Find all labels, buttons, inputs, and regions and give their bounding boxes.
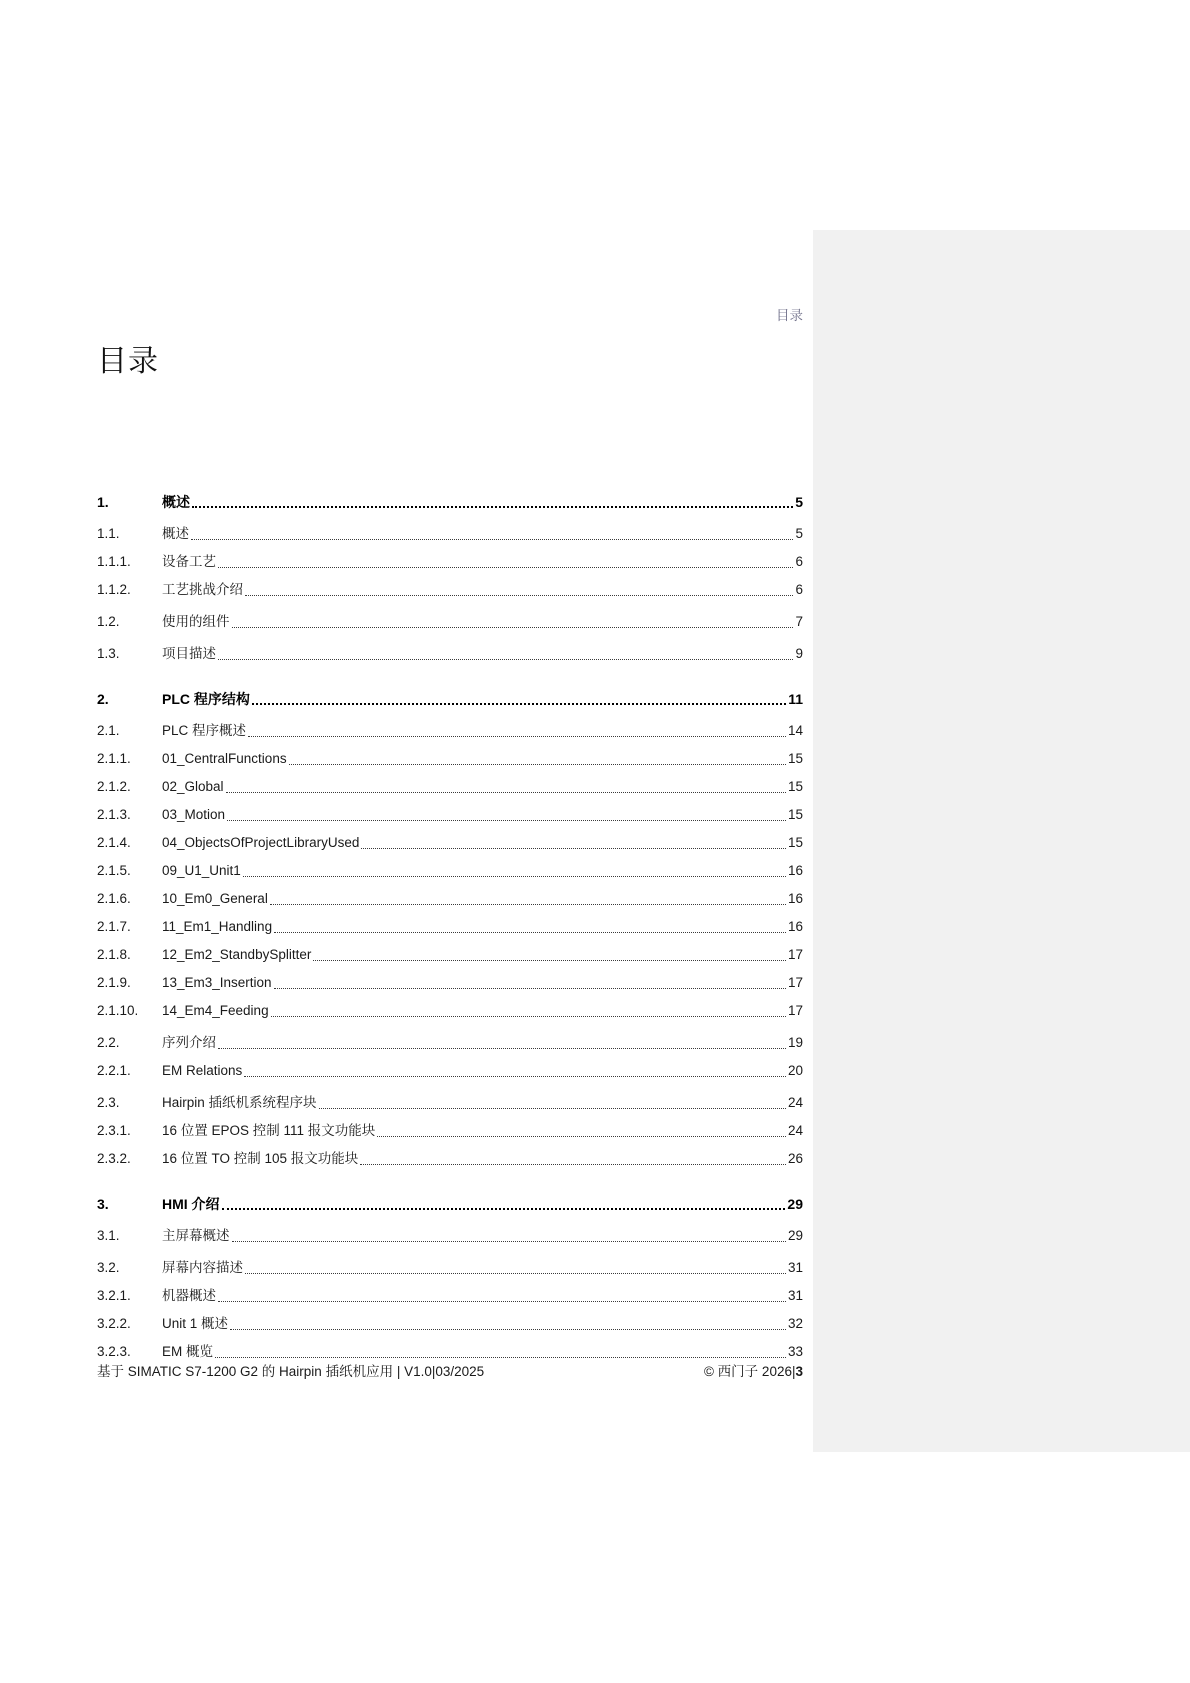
toc-entry-page: 15	[787, 751, 803, 766]
toc-entry-page: 33	[787, 1344, 803, 1359]
toc-entry-number: 2.1.	[97, 723, 120, 738]
toc-entry[interactable]	[97, 645, 803, 663]
toc-entry[interactable]	[97, 918, 803, 936]
toc-entry-number: 2.3.1.	[97, 1123, 131, 1138]
toc-entry-title: 10_Em0_General	[162, 891, 268, 906]
toc-entry[interactable]	[97, 581, 803, 599]
toc-entry-title: 16 位置 EPOS 控制 111 报文功能块	[162, 1123, 376, 1138]
footer-page-number: 3	[795, 1364, 803, 1379]
toc-leader-dots	[218, 1048, 786, 1049]
toc-entry-number: 1.1.1.	[97, 554, 131, 569]
toc-entry[interactable]	[97, 1195, 803, 1213]
toc-entry-page: 6	[795, 554, 803, 569]
toc-entry-title: 使用的组件	[162, 614, 230, 629]
toc-leader-dots	[244, 1076, 786, 1077]
toc-entry-page: 5	[795, 526, 803, 541]
toc-entry[interactable]	[97, 890, 803, 908]
toc-entry[interactable]	[97, 806, 803, 824]
toc-entry-title: 序列介绍	[162, 1035, 216, 1050]
toc-entry-title: EM Relations	[162, 1063, 243, 1078]
toc-entry[interactable]	[97, 613, 803, 631]
toc-leader-dots	[226, 792, 786, 793]
toc-entry-title: Hairpin 插纸机系统程序块	[162, 1095, 317, 1110]
toc-entry[interactable]	[97, 1315, 803, 1333]
toc-entry-title: 04_ObjectsOfProjectLibraryUsed	[162, 835, 360, 850]
toc-leader-dots	[361, 848, 786, 849]
toc-entry-page: 26	[787, 1151, 803, 1166]
toc-entry-title: 01_CentralFunctions	[162, 751, 287, 766]
toc-entry-page: 6	[795, 582, 803, 597]
toc-leader-dots	[243, 876, 786, 877]
toc-leader-dots	[319, 1108, 786, 1109]
toc-entry-page: 32	[787, 1316, 803, 1331]
toc-entry-page: 17	[787, 975, 803, 990]
toc-entry-number: 3.2.1.	[97, 1288, 131, 1303]
toc-entry-number: 2.1.3.	[97, 807, 131, 822]
toc-entry-title: 16 位置 TO 控制 105 报文功能块	[162, 1151, 359, 1166]
running-header-page-label: 目录	[776, 308, 803, 323]
toc-leader-dots	[191, 539, 793, 540]
toc-entry-title: HMI 介绍	[162, 1196, 220, 1212]
toc-entry-number: 3.	[97, 1196, 109, 1212]
toc-leader-dots	[289, 764, 786, 765]
toc-leader-dots	[271, 1016, 786, 1017]
toc-entry-number: 1.2.	[97, 614, 120, 629]
toc-entry-page: 20	[787, 1063, 803, 1078]
toc-entry-number: 2.1.5.	[97, 863, 131, 878]
toc-entry[interactable]	[97, 553, 803, 571]
toc-entry-page: 16	[787, 863, 803, 878]
toc-entry-number: 3.2.2.	[97, 1316, 131, 1331]
footer-document-info: 基于 SIMATIC S7-1200 G2 的 Hairpin 插纸机应用 | V1.0|03/2025	[97, 1364, 485, 1379]
toc-entry-title: 主屏幕概述	[162, 1228, 230, 1243]
toc-entry[interactable]	[97, 722, 803, 740]
toc-entry[interactable]	[97, 1094, 803, 1112]
footer-copyright	[704, 1363, 803, 1381]
toc-entry-page: 16	[787, 891, 803, 906]
toc-entry[interactable]	[97, 690, 803, 708]
toc-entry-title: 03_Motion	[162, 807, 226, 822]
toc-entry-page: 29	[787, 1196, 803, 1212]
toc-entry-number: 2.1.9.	[97, 975, 131, 990]
toc-entry-title: Unit 1 概述	[162, 1316, 229, 1331]
toc-leader-dots	[313, 960, 786, 961]
toc-entry-number: 2.	[97, 691, 109, 707]
toc-entry-number: 2.1.4.	[97, 835, 131, 850]
toc-entry-page: 9	[795, 646, 803, 661]
toc-entry[interactable]	[97, 1287, 803, 1305]
toc-leader-dots	[377, 1136, 786, 1137]
toc-entry[interactable]	[97, 525, 803, 543]
toc-entry-page: 24	[787, 1123, 803, 1138]
toc-entry-number: 2.1.6.	[97, 891, 131, 906]
toc-entry-page: 31	[787, 1288, 803, 1303]
toc-entry-page: 29	[787, 1228, 803, 1243]
toc-entry-number: 1.1.2.	[97, 582, 131, 597]
toc-entry-page: 16	[787, 919, 803, 934]
toc-entry[interactable]	[97, 946, 803, 964]
toc-entry-title: 02_Global	[162, 779, 224, 794]
toc-leader-dots	[218, 1301, 786, 1302]
toc-entry[interactable]	[97, 1227, 803, 1245]
toc-entry-number: 1.	[97, 494, 109, 510]
toc-entry[interactable]	[97, 1062, 803, 1080]
toc-entry-number: 1.3.	[97, 646, 120, 661]
toc-entry-title: 概述	[162, 526, 189, 541]
toc-entry-number: 3.1.	[97, 1228, 120, 1243]
toc-entry[interactable]	[97, 1150, 803, 1168]
toc-leader-dots	[232, 627, 794, 628]
toc-leader-dots	[274, 932, 786, 933]
toc-leader-dots	[270, 904, 786, 905]
toc-entry-page: 7	[795, 614, 803, 629]
toc-entry-title: 项目描述	[162, 646, 216, 661]
toc-entry-page: 19	[787, 1035, 803, 1050]
toc-entry-title: PLC 程序概述	[162, 723, 247, 738]
toc-leader-dots	[222, 1208, 786, 1210]
toc-entry-number: 2.3.	[97, 1095, 120, 1110]
toc-entry-page: 31	[787, 1260, 803, 1275]
toc-leader-dots	[245, 595, 793, 596]
toc-leader-dots	[245, 1273, 786, 1274]
toc-leader-dots	[230, 1329, 786, 1330]
toc-entry[interactable]	[97, 862, 803, 880]
toc-entry-page: 24	[787, 1095, 803, 1110]
toc-entry-title: 14_Em4_Feeding	[162, 1003, 269, 1018]
toc-entry-page: 11	[788, 691, 803, 707]
page-title: 目录	[97, 345, 159, 378]
toc-entry-page: 5	[795, 494, 803, 510]
toc-entry-title: 09_U1_Unit1	[162, 863, 241, 878]
toc-entry-number: 3.2.	[97, 1260, 120, 1275]
toc-entry-number: 2.1.8.	[97, 947, 131, 962]
toc-entry[interactable]	[97, 1122, 803, 1140]
toc-entry-number: 2.1.10.	[97, 1003, 139, 1018]
toc-entry-page: 15	[787, 835, 803, 850]
toc-entry-number: 2.2.	[97, 1035, 120, 1050]
toc-entry-number: 2.2.1.	[97, 1063, 131, 1078]
toc-leader-dots	[218, 659, 793, 660]
toc-entry[interactable]	[97, 493, 803, 511]
toc-entry-number: 2.3.2.	[97, 1151, 131, 1166]
toc-leader-dots	[215, 1357, 786, 1358]
toc-entry-title: 设备工艺	[162, 554, 216, 569]
toc-leader-dots	[248, 736, 786, 737]
toc-entry-title: 12_Em2_StandbySplitter	[162, 947, 312, 962]
toc-leader-dots	[274, 988, 786, 989]
toc-leader-dots	[252, 703, 786, 705]
toc-entry[interactable]	[97, 834, 803, 852]
toc-entry-number: 2.1.1.	[97, 751, 131, 766]
toc-entry-number: 3.2.3.	[97, 1344, 131, 1359]
toc-entry[interactable]	[97, 1259, 803, 1277]
toc-entry-number: 1.1.	[97, 526, 120, 541]
toc-entry-page: 15	[787, 807, 803, 822]
toc-entry[interactable]	[97, 1034, 803, 1052]
toc-entry-number: 2.1.7.	[97, 919, 131, 934]
right-gray-panel	[813, 230, 1190, 1452]
toc-entry-title: 屏幕内容描述	[162, 1260, 243, 1275]
toc-entry-title: 工艺挑战介绍	[162, 582, 243, 597]
toc-leader-dots	[360, 1164, 786, 1165]
toc-leader-dots	[192, 506, 793, 508]
toc-entry-page: 17	[787, 1003, 803, 1018]
toc-entry[interactable]	[97, 1002, 803, 1020]
toc-entry[interactable]	[97, 778, 803, 796]
toc-entry-title: 机器概述	[162, 1288, 216, 1303]
toc-leader-dots	[232, 1241, 786, 1242]
toc-entry[interactable]	[97, 750, 803, 768]
toc-leader-dots	[227, 820, 786, 821]
toc-entry-title: EM 概览	[162, 1344, 214, 1359]
toc-entry-title: 11_Em1_Handling	[162, 919, 273, 934]
footer-copyright-text: © 西门子 2026|	[703, 1364, 796, 1379]
page-footer	[97, 1363, 803, 1381]
toc-entry[interactable]	[97, 1343, 803, 1361]
toc-leader-dots	[218, 567, 793, 568]
toc-entry-page: 17	[787, 947, 803, 962]
toc-entry-page: 15	[787, 779, 803, 794]
toc-entry-page: 14	[787, 723, 803, 738]
table-of-contents	[97, 466, 803, 1361]
toc-entry-title: 概述	[162, 494, 190, 510]
toc-entry[interactable]	[97, 974, 803, 992]
toc-entry-title: PLC 程序结构	[162, 691, 250, 707]
toc-entry-title: 13_Em3_Insertion	[162, 975, 272, 990]
toc-entry-number: 2.1.2.	[97, 779, 131, 794]
